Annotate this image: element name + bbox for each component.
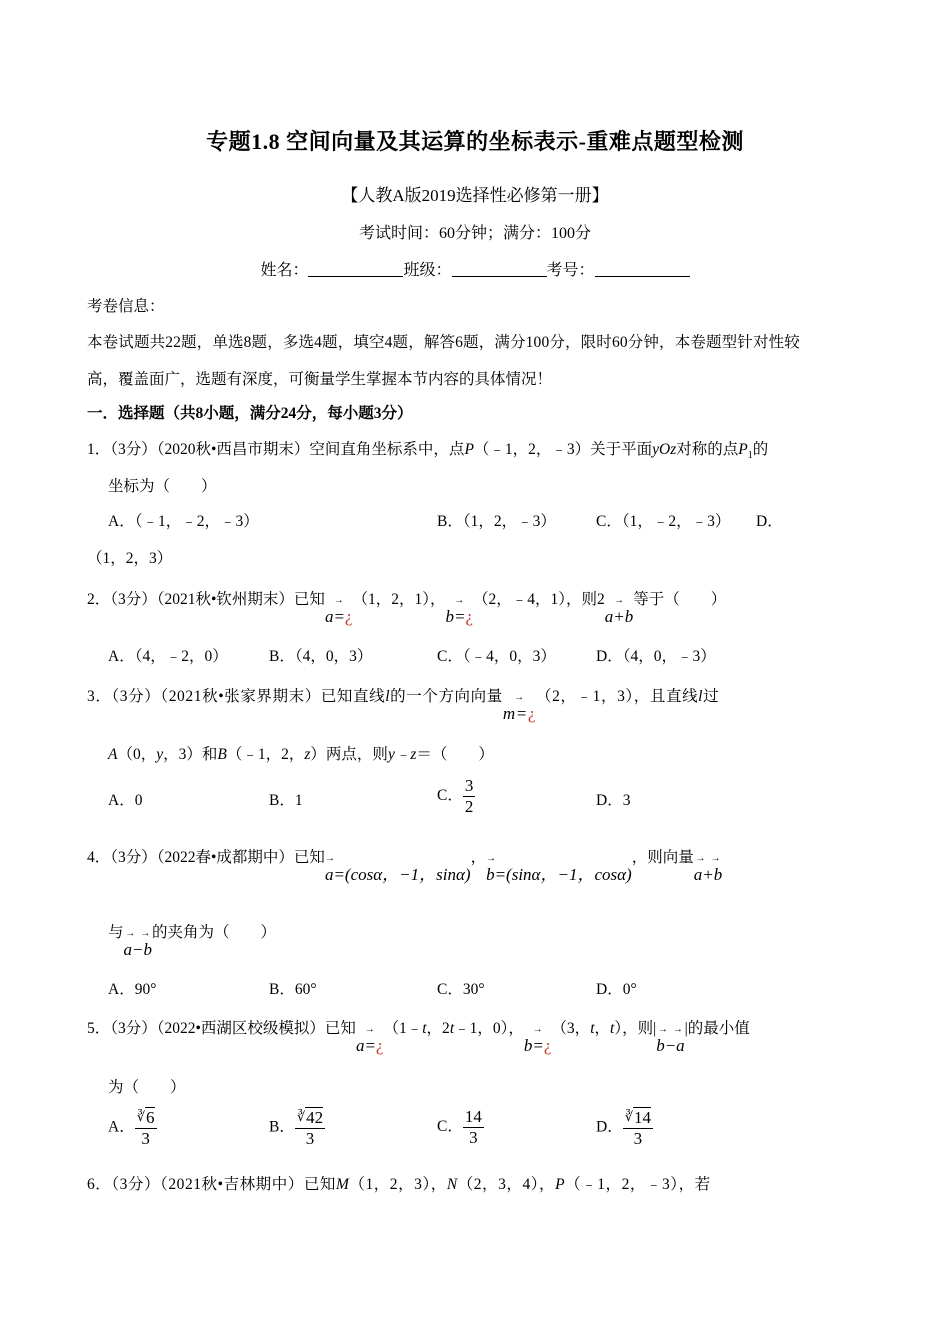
q3-option-c[interactable]: C． $\frac{3}{2}$ [437, 776, 474, 816]
fraction: $\frac{14}{3}$ [464, 1107, 482, 1147]
q4-option-b[interactable]: B．60° [269, 981, 317, 998]
vector-diff: → → b−a [656, 1024, 685, 1055]
question-2-line-1: 2．（3分）（2021秋•钦州期末）已知 → a=¿（1，2，1）， → b=¿（2，﹣4，1），则2 → a+b等于（ ） [87, 591, 727, 626]
section-heading: 一．选择题（共8小题，满分24分，每小题3分） [87, 405, 413, 422]
vector-b: → b=¿ [523, 1024, 552, 1055]
question-6-line-1: 6．（3分）（2021秋•吉林期中）已知M（1，2，3），N（2，3，4），P（﹣1，2，﹣3），若 [87, 1176, 711, 1193]
q2-option-b[interactable]: B．（4，0，3） [269, 648, 373, 665]
q2-option-a[interactable]: A．（4，﹣2，0） [108, 648, 228, 665]
question-3-line-2: A（0，y，3）和B（﹣1，2，z）两点，则y﹣z＝（ ） [108, 746, 494, 763]
class-label: 班级： [403, 262, 452, 279]
question-3-line-1: 3．（3分）（2021秋•张家界期末）已知直线l的一个方向向量 → m=¿（2，﹣1，3），且直线l过 [87, 688, 720, 723]
vector-b: → b=(sinα，−1，cosα) [486, 853, 632, 884]
question-1-line-2: 坐标为（ ） [108, 478, 217, 495]
q4-option-a[interactable]: A．90° [108, 981, 157, 998]
info-heading: 考卷信息： [87, 298, 165, 315]
vector-sum: → → a+b [693, 853, 723, 884]
class-blank [452, 260, 547, 277]
question-1-line-1: 1．（3分）（2020秋•西昌市期末）空间直角坐标系中，点P（﹣1，2，﹣3）关于平面yOz对称的点$P_1$的 [87, 441, 769, 462]
q1-option-d[interactable]: D． [756, 513, 783, 530]
page-title: 专题1.8 空间向量及其运算的坐标表示-重难点题型检测 [206, 129, 744, 154]
question-4-line-2: 与 → → a−b的夹角为（ ） [108, 924, 277, 959]
exam-time: 考试时间：60分钟；满分：100分 [358, 225, 591, 242]
q2-option-d[interactable]: D．（4，0，﹣3） [596, 648, 716, 665]
number-label: 考号： [546, 262, 595, 279]
question-4-line-1: 4．（3分）（2022春•成都期中）已知 → a=(cosα，−1，sinα)， → b=(sinα，−1，cosα)，则向量 → → a+b [87, 849, 723, 884]
vector-b: → b=¿ [445, 595, 474, 626]
q5-option-c[interactable]: C． $\frac{14}{3}$ [437, 1107, 482, 1147]
q4-option-c[interactable]: C．30° [437, 981, 485, 998]
question-5-line-1: 5．（3分）（2022•西湖区校级模拟）已知 → a=¿（1﹣t，2t﹣1，0）， → b=¿（3，t，t），则| → → b−a|的最小值 [87, 1020, 750, 1055]
q5-option-a[interactable]: A． $\frac{∛6}{3}$ [108, 1108, 155, 1148]
q1-option-a[interactable]: A．（﹣1，﹣2，﹣3） [108, 513, 259, 530]
q3-option-a[interactable]: A．0 [108, 792, 143, 809]
fraction: $\frac{∛6}{3}$ [136, 1108, 155, 1148]
q1-option-d-value: （1，2，3） [87, 550, 173, 567]
number-blank [595, 260, 690, 277]
vector-a: → a=¿ [355, 1024, 384, 1055]
question-5-line-2: 为（ ） [108, 1079, 186, 1096]
fraction: $\frac{∛42}{3}$ [296, 1108, 324, 1148]
info-line-1: 本卷试题共22题，单选8题，多选4题，填空4题，解答6题，满分100分，限时60分钟，本卷题型针对性较 [87, 334, 800, 351]
vector-diff: → → a−b [123, 928, 152, 959]
q5-option-d[interactable]: D． $\frac{∛14}{3}$ [596, 1108, 651, 1148]
info-line-2: 高，覆盖面广，选题有深度，可衡量学生掌握本节内容的具体情况！ [87, 371, 553, 388]
q5-option-b[interactable]: B． $\frac{∛42}{3}$ [269, 1108, 324, 1148]
name-label: 姓名： [260, 262, 309, 279]
student-info-line [0, 257, 950, 280]
vector-a: → a=(cosα，−1，sinα) [324, 853, 471, 884]
q1-option-c[interactable]: C．（1，﹣2，﹣3） [596, 513, 731, 530]
fraction: $\frac{∛14}{3}$ [624, 1108, 651, 1148]
fraction: $\frac{3}{2}$ [464, 776, 474, 816]
q3-option-b[interactable]: B．1 [269, 792, 303, 809]
vector-expr: → a+b [604, 595, 634, 626]
q3-option-d[interactable]: D．3 [596, 792, 631, 809]
q4-option-d[interactable]: D．0° [596, 981, 637, 998]
page-subtitle: 【人教A版2019选择性必修第一册】 [341, 186, 609, 205]
name-blank [308, 260, 403, 277]
vector-a: → a=¿ [324, 595, 353, 626]
q1-option-b[interactable]: B．（1，2，﹣3） [437, 513, 556, 530]
vector-m: → m=¿ [502, 692, 536, 723]
q2-option-c[interactable]: C．（﹣4，0，3） [437, 648, 556, 665]
